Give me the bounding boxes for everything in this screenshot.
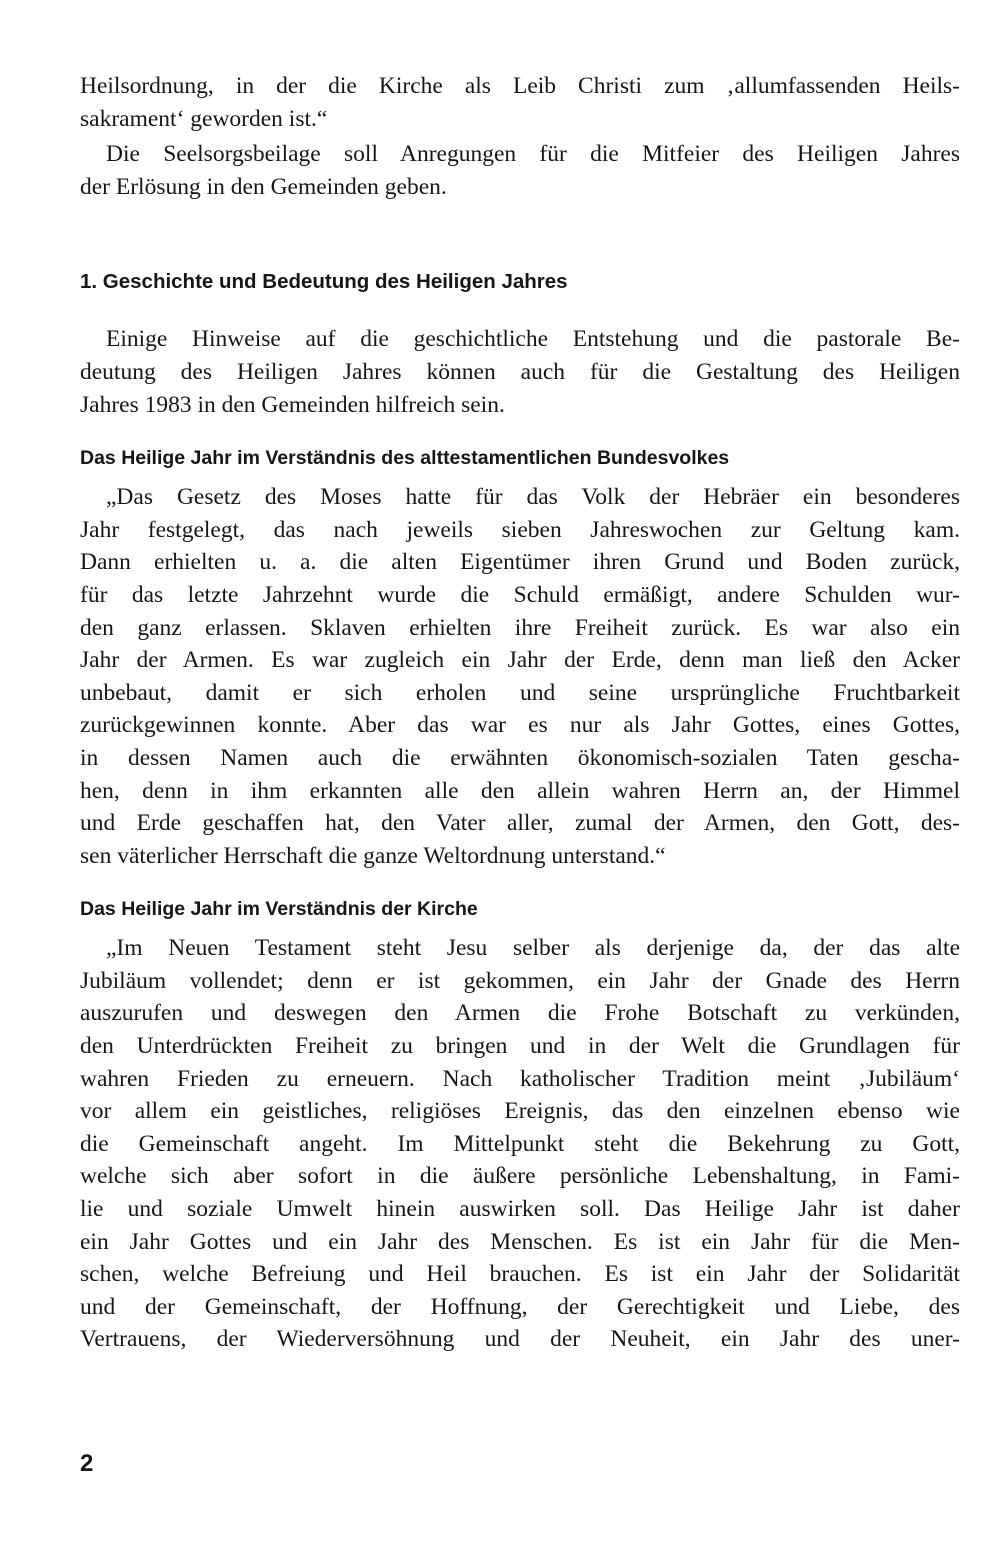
text-line: sakrament‘ geworden ist.“	[80, 105, 328, 132]
subsection-heading: Das Heilige Jahr im Verständnis der Kirche	[80, 898, 478, 921]
section1-paragraph	[80, 323, 960, 421]
intro-paragraph	[80, 70, 960, 135]
text-line: den ganz erlassen. Sklaven erhielten ihre Freiheit zurück. Es war also ein	[80, 614, 960, 641]
text-line: Dann erhielten u. a. die alten Eigentümer ihren Grund und Boden zurück,	[80, 549, 960, 576]
text-line: Jahr der Armen. Es war zugleich ein Jahr der Erde, denn man ließ den Acker	[80, 647, 960, 674]
text-line: zurückgewinnen konnte. Aber das war es nur als Jahr Gottes, eines Gottes,	[80, 712, 960, 739]
text-line: vor allem ein geistliches, religiöses Ereignis, das den einzelnen ebenso wie	[80, 1098, 960, 1125]
text-line: den Unterdrückten Freiheit zu bringen und in der Welt die Grundlagen für	[80, 1033, 960, 1060]
text-line: „Das Gesetz des Moses hatte für das Volk der Hebräer ein besonderes	[106, 484, 960, 511]
text-line: Die Seelsorgsbeilage soll Anregungen für die Mitfeier des Heiligen Jahres	[106, 141, 960, 168]
text-line: Heilsordnung, in der die Kirche als Leib Christi zum ‚allumfassenden Heils-	[80, 73, 960, 99]
subsection-heading: Das Heilige Jahr im Verständnis des alttestamentlichen Bundesvolkes	[80, 447, 730, 470]
text-line: und Erde geschaffen hat, den Vater aller, zumal der Armen, den Gott, des-	[80, 810, 960, 837]
text-line: hen, denn in ihm erkannten alle den allein wahren Herrn an, der Himmel	[80, 777, 960, 804]
text-line: wahren Frieden zu erneuern. Nach katholischer Tradition meint ‚Jubiläum‘	[80, 1065, 960, 1092]
text-line: unbebaut, damit er sich erholen und seine ursprüngliche Fruchtbarkeit	[80, 679, 960, 706]
seelsorge-paragraph	[80, 138, 960, 203]
text-line: Einige Hinweise auf die geschichtliche Entstehung und die pastorale Be-	[106, 326, 960, 353]
text-line: sen väterlicher Herrschaft die ganze Weltordnung unterstand.“	[80, 842, 666, 869]
text-line: welche sich aber sofort in die äußere persönliche Lebenshaltung, in Fami-	[80, 1163, 960, 1190]
bund-paragraph	[80, 481, 960, 872]
text-line: Jahr festgelegt, das nach jeweils sieben Jahreswochen zur Geltung kam.	[80, 516, 960, 543]
text-line: „Im Neuen Testament steht Jesu selber als derjenige da, der das alte	[106, 935, 960, 962]
text-line: lie und soziale Umwelt hinein auswirken soll. Das Heilige Jahr ist daher	[80, 1196, 960, 1223]
page-number: 2	[80, 1450, 94, 1477]
text-line: schen, welche Befreiung und Heil brauchen. Es ist ein Jahr der Solidarität	[80, 1261, 960, 1288]
text-line: Vertrauens, der Wiederversöhnung und der Neuheit, ein Jahr des uner-	[80, 1326, 960, 1353]
text-line: auszurufen und deswegen den Armen die Frohe Botschaft zu verkünden,	[80, 1000, 960, 1027]
text-line: der Erlösung in den Gemeinden geben.	[80, 173, 447, 200]
text-line: in dessen Namen auch die erwähnten ökonomisch-sozialen Taten gescha-	[80, 744, 960, 771]
text-line: und der Gemeinschaft, der Hoffnung, der Gerechtigkeit und Liebe, des	[80, 1293, 960, 1320]
text-line: Jahres 1983 in den Gemeinden hilfreich sein.	[80, 391, 505, 418]
text-line: die Gemeinschaft angeht. Im Mittelpunkt steht die Bekehrung zu Gott,	[80, 1130, 960, 1157]
text-line: ein Jahr Gottes und ein Jahr des Menschen. Es ist ein Jahr für die Men-	[80, 1228, 960, 1255]
kirche-paragraph	[80, 932, 960, 1356]
text-line: deutung des Heiligen Jahres können auch für die Gestaltung des Heiligen	[80, 358, 960, 385]
section-heading: 1. Geschichte und Bedeutung des Heiligen Jahres	[80, 270, 568, 294]
text-line: Jubiläum vollendet; denn er ist gekommen, ein Jahr der Gnade des Herrn	[80, 967, 960, 994]
document-page	[80, 70, 960, 1356]
text-line: für das letzte Jahrzehnt wurde die Schuld ermäßigt, andere Schulden wur-	[80, 581, 960, 608]
